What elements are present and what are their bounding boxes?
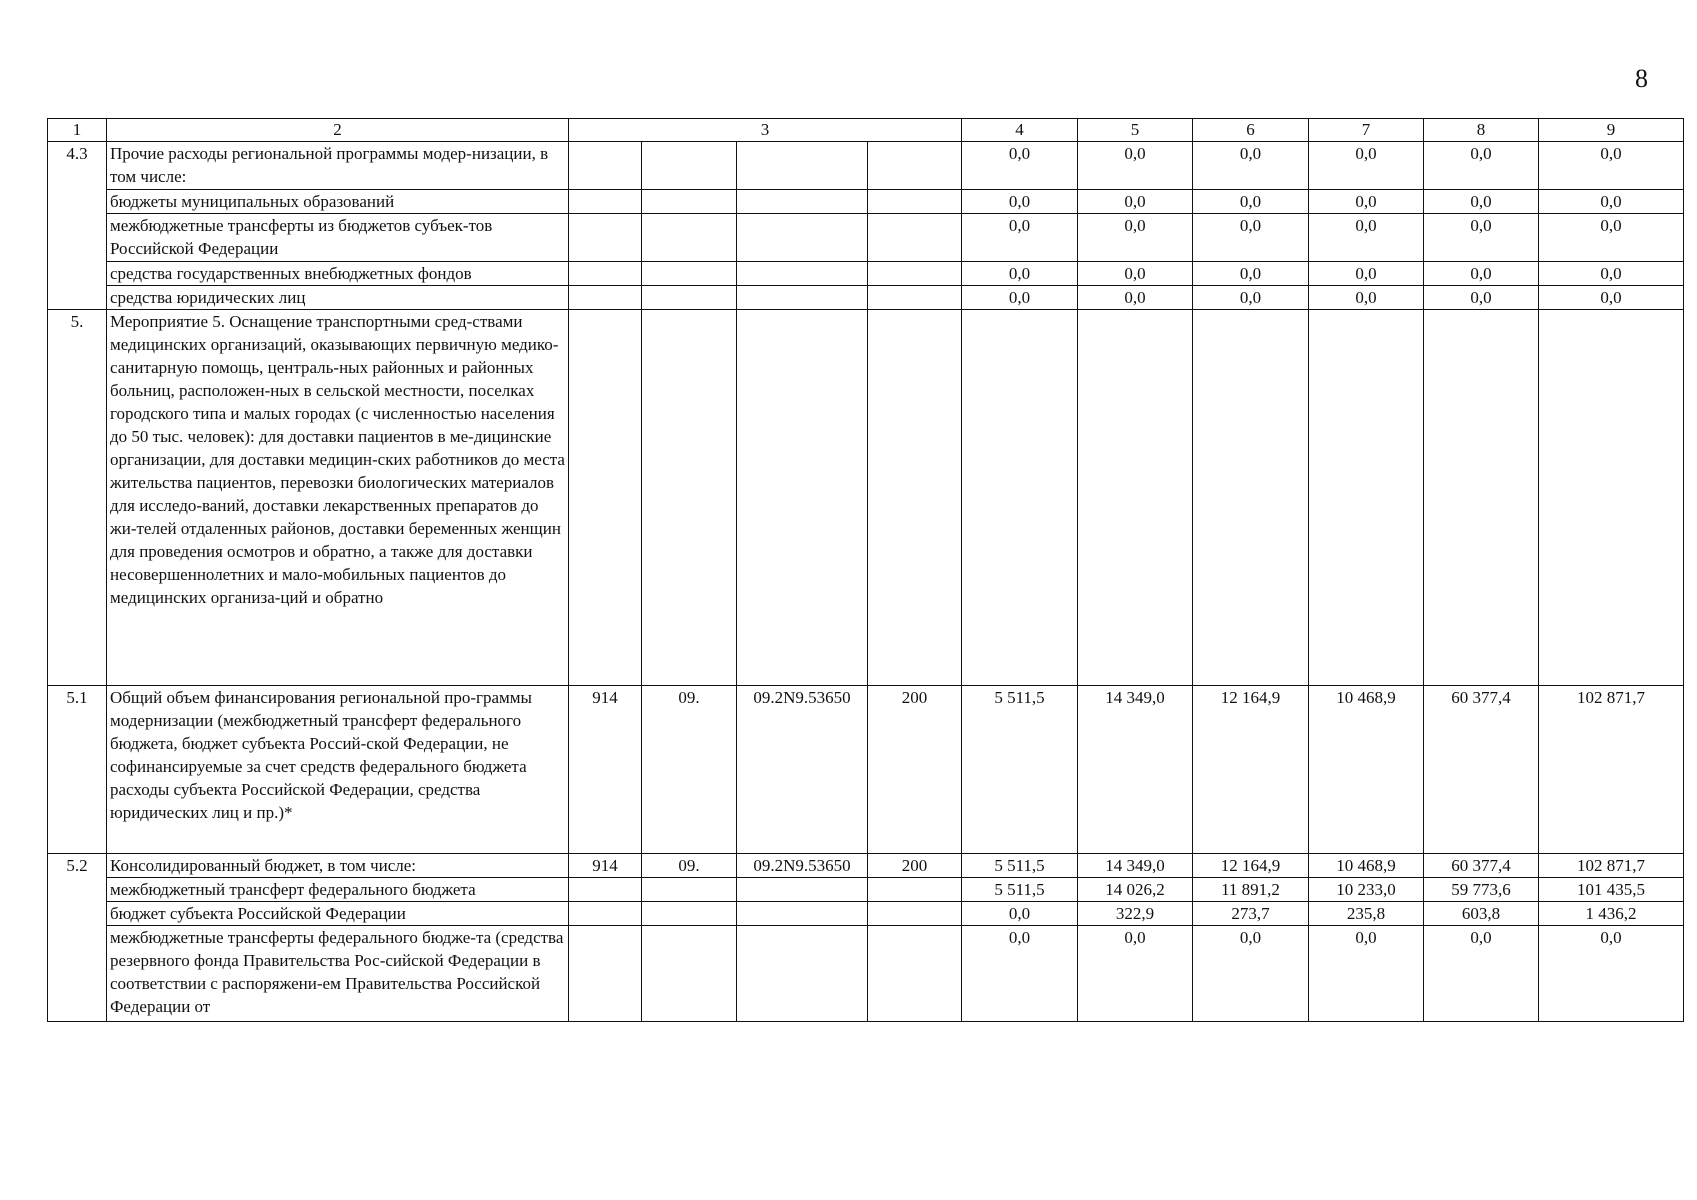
value-cell: 0,0 (1193, 214, 1309, 262)
row-number: 5.1 (48, 686, 107, 854)
code-cell (737, 310, 868, 686)
value-cell (1309, 310, 1424, 686)
row-description: Мероприятие 5. Оснащение транспортными сред-ствами медицинских организаций, оказывающих первичную медико-санитарную помощь, централь-ных районных и районных больниц, расположен-ных в сельской местности, поселках городского типа и малых городах (с численностью населения до 50 тыс. человек): для доставки пациентов в ме-дицинские организации, для доставки медицин-ских работников до места жительства пациентов, перевозки биологических материалов для исследо-ваний, доставки лекарственных препаратов до жи-телей отдаленных районов, доставки беременных женщин для проведения осмотров и обратно, а также для доставки несовершеннолетних и мало-мобильных пациентов до медицинских организа-ций и обратно (107, 310, 569, 686)
code-cell (569, 902, 642, 926)
value-cell: 322,9 (1078, 902, 1193, 926)
value-cell: 0,0 (1424, 926, 1539, 1022)
value-cell: 0,0 (962, 190, 1078, 214)
value-cell: 0,0 (962, 214, 1078, 262)
code-cell: 09. (642, 686, 737, 854)
code-cell: 09. (642, 854, 737, 878)
table-row (48, 262, 1684, 286)
code-cell (642, 142, 737, 190)
table-row (48, 926, 1684, 1022)
code-cell (737, 902, 868, 926)
value-cell: 14 349,0 (1078, 854, 1193, 878)
value-cell: 0,0 (1424, 262, 1539, 286)
code-cell: 200 (868, 686, 962, 854)
row-description: Консолидированный бюджет, в том числе: (107, 854, 569, 878)
header-cell: 4 (962, 119, 1078, 142)
value-cell: 0,0 (1309, 286, 1424, 310)
code-cell (868, 214, 962, 262)
table-row (48, 142, 1684, 190)
header-cell: 5 (1078, 119, 1193, 142)
table-row (48, 902, 1684, 926)
code-cell (868, 878, 962, 902)
value-cell: 0,0 (962, 142, 1078, 190)
code-cell (737, 142, 868, 190)
code-cell (737, 926, 868, 1022)
value-cell (1193, 310, 1309, 686)
header-cell: 6 (1193, 119, 1309, 142)
table-row (48, 686, 1684, 854)
row-description: Общий объем финансирования региональной про-граммы модернизации (межбюджетный трансферт федерального бюджета, бюджет субъекта Россий-ской Федерации, не софинансируемые за счет средств федерального бюджета расходы субъекта Российской Федерации, средства юридических лиц и пр.)* (107, 686, 569, 854)
value-cell: 102 871,7 (1539, 686, 1684, 854)
code-cell (737, 214, 868, 262)
code-cell (642, 190, 737, 214)
value-cell: 102 871,7 (1539, 854, 1684, 878)
value-cell: 0,0 (1193, 926, 1309, 1022)
value-cell: 0,0 (1078, 214, 1193, 262)
table-row (48, 310, 1684, 686)
code-cell (868, 262, 962, 286)
value-cell: 273,7 (1193, 902, 1309, 926)
value-cell: 0,0 (1193, 190, 1309, 214)
value-cell (1539, 310, 1684, 686)
value-cell: 0,0 (1539, 926, 1684, 1022)
value-cell: 603,8 (1424, 902, 1539, 926)
value-cell: 0,0 (962, 286, 1078, 310)
header-cell: 7 (1309, 119, 1424, 142)
code-cell: 914 (569, 854, 642, 878)
code-cell (569, 214, 642, 262)
page-number: 8 (1635, 64, 1648, 93)
value-cell (1424, 310, 1539, 686)
row-description: бюджет субъекта Российской Федерации (107, 902, 569, 926)
row-description: Прочие расходы региональной программы модер-низации, в том числе: (107, 142, 569, 190)
value-cell: 14 349,0 (1078, 686, 1193, 854)
value-cell: 0,0 (1078, 926, 1193, 1022)
value-cell: 0,0 (962, 262, 1078, 286)
value-cell: 1 436,2 (1539, 902, 1684, 926)
value-cell: 10 233,0 (1309, 878, 1424, 902)
code-cell (868, 190, 962, 214)
value-cell: 11 891,2 (1193, 878, 1309, 902)
value-cell: 10 468,9 (1309, 854, 1424, 878)
budget-table (47, 118, 1684, 1022)
value-cell: 0,0 (1424, 190, 1539, 214)
value-cell: 0,0 (962, 902, 1078, 926)
value-cell: 0,0 (1309, 214, 1424, 262)
code-cell (569, 286, 642, 310)
table-row (48, 286, 1684, 310)
value-cell: 60 377,4 (1424, 686, 1539, 854)
code-cell (569, 142, 642, 190)
table-row (48, 190, 1684, 214)
value-cell: 14 026,2 (1078, 878, 1193, 902)
value-cell: 235,8 (1309, 902, 1424, 926)
code-cell (642, 214, 737, 262)
value-cell: 0,0 (1539, 262, 1684, 286)
header-cell: 1 (48, 119, 107, 142)
code-cell: 09.2N9.53650 (737, 686, 868, 854)
code-cell (569, 310, 642, 686)
code-cell: 200 (868, 854, 962, 878)
code-cell (642, 262, 737, 286)
value-cell (962, 310, 1078, 686)
header-cell: 3 (569, 119, 962, 142)
value-cell: 101 435,5 (1539, 878, 1684, 902)
value-cell: 0,0 (1539, 190, 1684, 214)
code-cell (737, 190, 868, 214)
code-cell (737, 286, 868, 310)
header-cell: 8 (1424, 119, 1539, 142)
code-cell (868, 310, 962, 686)
value-cell: 0,0 (1539, 142, 1684, 190)
code-cell (569, 926, 642, 1022)
value-cell: 5 511,5 (962, 686, 1078, 854)
code-cell (642, 310, 737, 686)
value-cell: 5 511,5 (962, 878, 1078, 902)
value-cell (1078, 310, 1193, 686)
row-number: 5.2 (48, 854, 107, 1022)
code-cell (737, 262, 868, 286)
row-description: межбюджетные трансферты из бюджетов субъек-тов Российской Федерации (107, 214, 569, 262)
code-cell (569, 878, 642, 902)
value-cell: 0,0 (1078, 262, 1193, 286)
code-cell (737, 878, 868, 902)
code-cell (569, 190, 642, 214)
value-cell: 0,0 (1424, 214, 1539, 262)
row-number: 4.3 (48, 142, 107, 310)
value-cell: 0,0 (1309, 142, 1424, 190)
header-row (48, 119, 1684, 142)
row-description: средства государственных внебюджетных фондов (107, 262, 569, 286)
row-description: межбюджетные трансферты федерального бюдже-та (средства резервного фонда Правительства Рос-сийской Федерации в соответствии с распоряжени-ем Правительства Российской Федерации от (107, 926, 569, 1022)
header-cell: 2 (107, 119, 569, 142)
value-cell: 0,0 (1078, 286, 1193, 310)
row-description: межбюджетный трансферт федерального бюджета (107, 878, 569, 902)
code-cell (569, 262, 642, 286)
value-cell: 0,0 (1078, 142, 1193, 190)
value-cell: 0,0 (1539, 214, 1684, 262)
table-row (48, 878, 1684, 902)
row-number: 5. (48, 310, 107, 686)
code-cell (868, 142, 962, 190)
value-cell: 0,0 (1539, 286, 1684, 310)
value-cell: 10 468,9 (1309, 686, 1424, 854)
value-cell: 0,0 (1193, 286, 1309, 310)
code-cell (868, 286, 962, 310)
value-cell: 12 164,9 (1193, 854, 1309, 878)
code-cell: 914 (569, 686, 642, 854)
code-cell (868, 902, 962, 926)
table-row (48, 214, 1684, 262)
row-description: бюджеты муниципальных образований (107, 190, 569, 214)
code-cell: 09.2N9.53650 (737, 854, 868, 878)
value-cell: 12 164,9 (1193, 686, 1309, 854)
value-cell: 0,0 (1424, 142, 1539, 190)
value-cell: 0,0 (1309, 190, 1424, 214)
value-cell: 0,0 (962, 926, 1078, 1022)
value-cell: 0,0 (1309, 926, 1424, 1022)
value-cell: 60 377,4 (1424, 854, 1539, 878)
value-cell: 5 511,5 (962, 854, 1078, 878)
table-row (48, 854, 1684, 878)
value-cell: 0,0 (1193, 142, 1309, 190)
code-cell (642, 902, 737, 926)
value-cell: 0,0 (1078, 190, 1193, 214)
code-cell (868, 926, 962, 1022)
value-cell: 0,0 (1424, 286, 1539, 310)
code-cell (642, 878, 737, 902)
value-cell: 0,0 (1309, 262, 1424, 286)
code-cell (642, 926, 737, 1022)
value-cell: 59 773,6 (1424, 878, 1539, 902)
code-cell (642, 286, 737, 310)
value-cell: 0,0 (1193, 262, 1309, 286)
row-description: средства юридических лиц (107, 286, 569, 310)
header-cell: 9 (1539, 119, 1684, 142)
